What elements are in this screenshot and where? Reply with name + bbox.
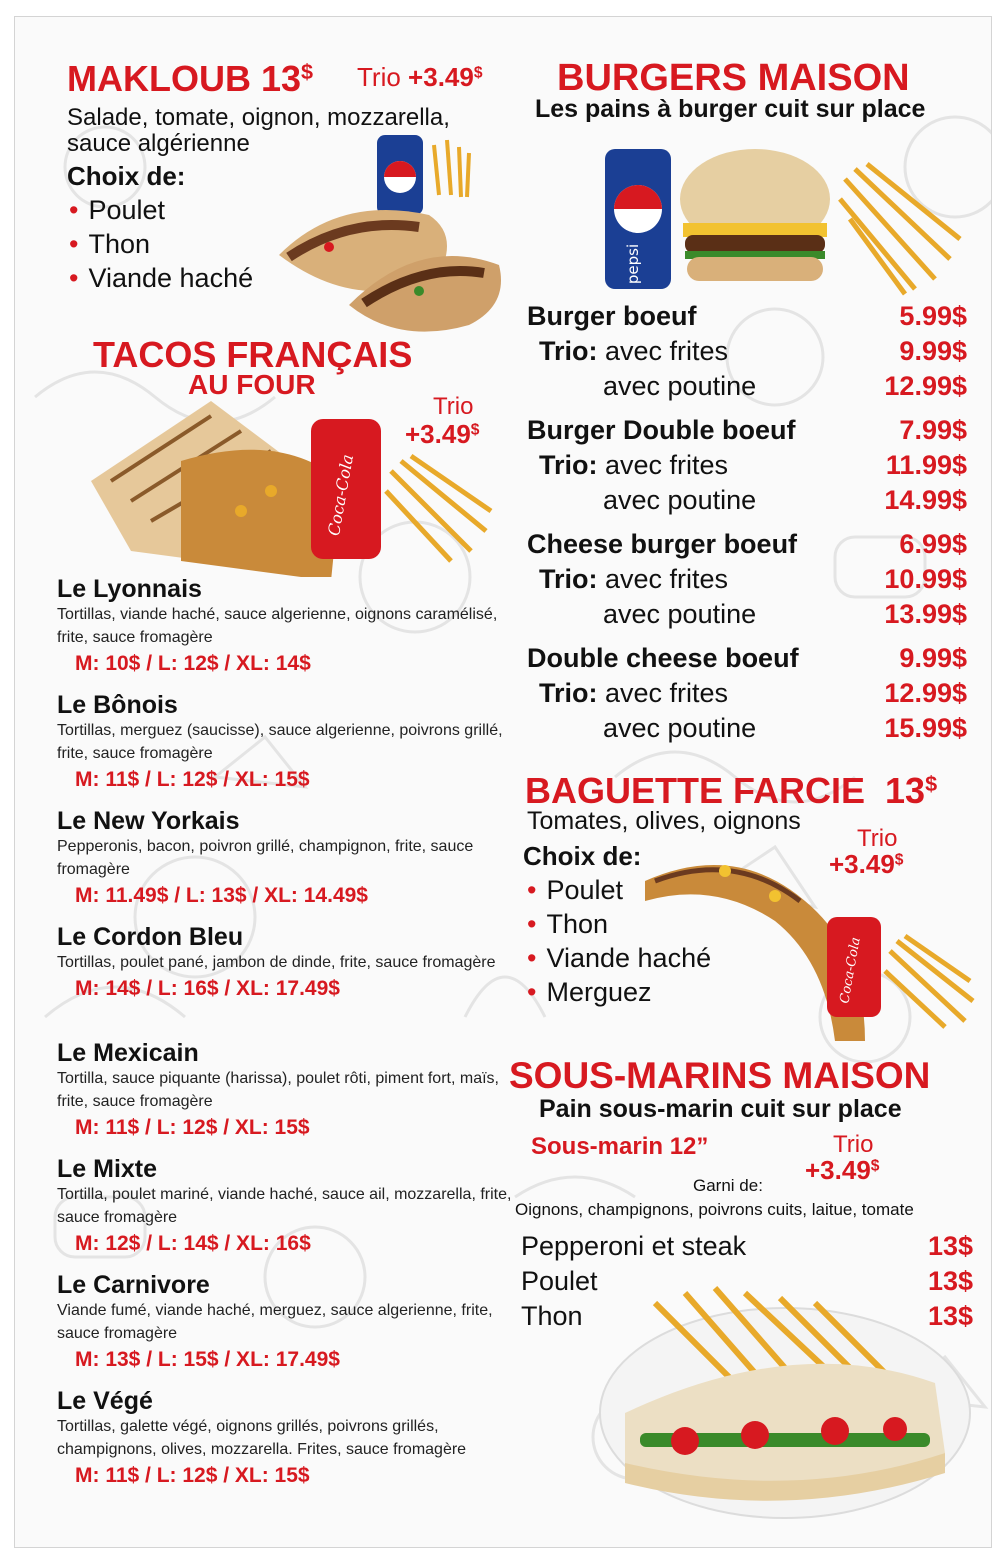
burger-item bbox=[527, 641, 967, 675]
menu-page bbox=[14, 16, 992, 1548]
burger-name: Cheese burger boeuf bbox=[527, 529, 798, 559]
makloub-description: Salade, tomate, oignon, mozzarella, sauce algérienne bbox=[67, 104, 450, 157]
makloub-choix-label: Choix de: bbox=[67, 161, 186, 191]
makloub-choice: • Thon bbox=[69, 227, 253, 261]
burgers-subtitle: Les pains à burger cuit sur place bbox=[535, 95, 926, 123]
taco-name: Le Mixte bbox=[57, 1155, 158, 1183]
sousmarins-garni-label: Garni de: bbox=[693, 1176, 763, 1195]
frites-label: avec frites bbox=[605, 564, 729, 594]
trio-word: Trio: bbox=[539, 678, 598, 708]
baguette-title bbox=[525, 770, 938, 811]
poutine-price: 15.99$ bbox=[884, 713, 967, 743]
poutine-label: avec poutine bbox=[603, 599, 757, 629]
taco-prices: M: 11$ / L: 12$ / XL: 15$ bbox=[75, 768, 310, 791]
poutine-label: avec poutine bbox=[603, 713, 757, 743]
frites-label: avec frites bbox=[605, 450, 729, 480]
tacos-trio-label: Trio bbox=[433, 393, 474, 420]
makloub-choice: • Poulet bbox=[69, 193, 253, 227]
burger-trio-frites bbox=[527, 562, 967, 596]
burger-item bbox=[527, 299, 967, 333]
baguette-trio-price: +3.49$ bbox=[829, 849, 904, 879]
burger-price: 5.99$ bbox=[899, 301, 967, 331]
tacos-trio-price: +3.49$ bbox=[405, 419, 480, 449]
sousmarin-name: Poulet bbox=[521, 1266, 598, 1296]
makloub-trio-label: Trio bbox=[357, 62, 401, 92]
makloub-name: MAKLOUB bbox=[67, 58, 251, 99]
makloub-title bbox=[67, 58, 314, 99]
burger-name: Double cheese boeuf bbox=[527, 643, 799, 673]
pepsi-logo-text: pepsi bbox=[624, 243, 642, 285]
taco-name: Le Cordon Bleu bbox=[57, 923, 244, 951]
tacos-photo bbox=[71, 401, 501, 577]
baguette-photo bbox=[635, 841, 975, 1041]
burger-price: 6.99$ bbox=[899, 529, 967, 559]
taco-prices: M: 11$ / L: 12$ / XL: 15$ bbox=[75, 1464, 310, 1487]
poutine-price: 13.99$ bbox=[884, 599, 967, 629]
poutine-label: avec poutine bbox=[603, 371, 757, 401]
burger-photo bbox=[605, 139, 965, 309]
burger-trio-poutine bbox=[527, 711, 967, 745]
taco-description: Tortilla, sauce piquante (harissa), poulet rôti, piment fort, maïs, frite, sauce fromagère bbox=[57, 1070, 499, 1110]
frites-price: 10.99$ bbox=[884, 564, 967, 594]
taco-description: Tortillas, poulet pané, jambon de dinde, frite, sauce fromagère bbox=[57, 954, 496, 971]
tacos-title: TACOS FRANÇAIS bbox=[93, 334, 413, 375]
burger-name: Burger boeuf bbox=[527, 301, 697, 331]
sousmarins-title: SOUS-MARINS MAISON bbox=[509, 1055, 931, 1096]
coke-logo-text: Coca-Cola bbox=[837, 936, 864, 1005]
baguette-choice: • Poulet bbox=[527, 873, 711, 907]
makloub-price: 13$ bbox=[261, 58, 314, 99]
baguette-choice: • Merguez bbox=[527, 975, 711, 1009]
sousmarins-garni-text: Oignons, champignons, poivrons cuits, laitue, tomate bbox=[515, 1200, 914, 1219]
taco-name: Le Bônois bbox=[57, 691, 178, 719]
burger-price: 9.99$ bbox=[899, 643, 967, 673]
frites-label: avec frites bbox=[605, 678, 729, 708]
sousmarin-price: 13$ bbox=[927, 1231, 973, 1261]
burger-trio-poutine bbox=[527, 369, 967, 403]
taco-name: Le New Yorkais bbox=[57, 807, 240, 835]
sousmarin-name: Pepperoni et steak bbox=[521, 1231, 747, 1261]
taco-prices: M: 14$ / L: 16$ / XL: 17.49$ bbox=[75, 977, 340, 1000]
taco-item bbox=[57, 575, 537, 691]
makloub-trio bbox=[357, 64, 483, 90]
tacos-subtitle: AU FOUR bbox=[188, 369, 316, 400]
trio-word: Trio: bbox=[539, 336, 598, 366]
taco-description: Viande fumé, viande haché, merguez, sauce algerienne, frite, sauce fromagère bbox=[57, 1302, 493, 1342]
baguette-name: BAGUETTE FARCIE bbox=[525, 770, 866, 811]
taco-description: Tortillas, galette végé, oignons grillés, poivrons grillés, champignons, olives, mozzarella. Frites, sauce fromagère bbox=[57, 1418, 467, 1458]
sousmarins-size-label: Sous-marin 12” bbox=[531, 1133, 709, 1160]
sousmarin-price: 13$ bbox=[927, 1301, 973, 1331]
burgers-list bbox=[527, 299, 967, 743]
taco-prices: M: 12$ / L: 14$ / XL: 16$ bbox=[75, 1232, 311, 1255]
poutine-label: avec poutine bbox=[603, 485, 757, 515]
burger-trio-poutine bbox=[527, 597, 967, 631]
burgers-title: BURGERS MAISON bbox=[557, 57, 910, 99]
sousmarins-subtitle: Pain sous-marin cuit sur place bbox=[539, 1095, 902, 1123]
frites-price: 9.99$ bbox=[899, 336, 967, 366]
baguette-trio-label: Trio bbox=[857, 825, 898, 852]
baguette-choice: • Thon bbox=[527, 907, 711, 941]
taco-prices: M: 11$ / L: 12$ / XL: 15$ bbox=[75, 1116, 310, 1139]
taco-item bbox=[57, 923, 537, 1039]
taco-name: Le Lyonnais bbox=[57, 575, 202, 603]
taco-item bbox=[57, 1039, 537, 1155]
sousmarin-price: 13$ bbox=[927, 1266, 973, 1296]
taco-description: Tortillas, merguez (saucisse), sauce algerienne, poivrons grillé, frite, sauce fromagère bbox=[57, 722, 503, 762]
baguette-choice: • Viande haché bbox=[527, 941, 711, 975]
taco-name: Le Carnivore bbox=[57, 1271, 210, 1299]
trio-word: Trio: bbox=[539, 450, 598, 480]
sousmarin-photo bbox=[595, 1273, 975, 1523]
burger-name: Burger Double boeuf bbox=[527, 415, 796, 445]
taco-prices: M: 11.49$ / L: 13$ / XL: 14.49$ bbox=[75, 884, 368, 907]
makloub-choices bbox=[69, 193, 253, 295]
taco-name: Le Mexicain bbox=[57, 1039, 199, 1067]
sousmarins-trio-price: +3.49$ bbox=[805, 1155, 880, 1185]
taco-item bbox=[57, 807, 537, 923]
taco-item bbox=[57, 1155, 537, 1271]
coke-logo-text: Coca-Cola bbox=[324, 452, 358, 538]
poutine-price: 12.99$ bbox=[884, 371, 967, 401]
taco-description: Tortillas, viande haché, sauce algerienne, oignons caramélisé, frite, sauce fromagère bbox=[57, 606, 498, 646]
taco-description: Pepperonis, bacon, poivron grillé, champignon, frite, sauce fromagère bbox=[57, 838, 474, 878]
taco-item bbox=[57, 1271, 537, 1387]
taco-description: Tortilla, poulet mariné, viande haché, sauce ail, mozzarella, frite, sauce fromagère bbox=[57, 1186, 512, 1226]
sousmarins-trio-label: Trio bbox=[833, 1131, 874, 1158]
burger-trio-frites bbox=[527, 448, 967, 482]
taco-item bbox=[57, 691, 537, 807]
burger-price: 7.99$ bbox=[899, 415, 967, 445]
frites-label: avec frites bbox=[605, 336, 729, 366]
frites-price: 11.99$ bbox=[885, 450, 967, 480]
baguette-description: Tomates, olives, oignons bbox=[527, 807, 801, 835]
poutine-price: 14.99$ bbox=[884, 485, 967, 515]
tacos-list bbox=[57, 575, 537, 1503]
baguette-price: 13$ bbox=[885, 770, 938, 811]
makloub-trio-price: +3.49$ bbox=[408, 62, 483, 92]
burger-trio-poutine bbox=[527, 483, 967, 517]
burger-item bbox=[527, 527, 967, 561]
makloub-photo bbox=[269, 125, 509, 335]
makloub-choice: • Viande haché bbox=[69, 261, 253, 295]
burger-item bbox=[527, 413, 967, 447]
taco-name: Le Végé bbox=[57, 1387, 153, 1415]
burger-trio-frites bbox=[527, 676, 967, 710]
burger-trio-frites bbox=[527, 334, 967, 368]
baguette-choix-label: Choix de: bbox=[523, 841, 642, 871]
trio-word: Trio: bbox=[539, 564, 598, 594]
frites-price: 12.99$ bbox=[884, 678, 967, 708]
taco-prices: M: 13$ / L: 15$ / XL: 17.49$ bbox=[75, 1348, 340, 1371]
taco-item bbox=[57, 1387, 537, 1503]
sousmarin-item bbox=[521, 1229, 973, 1263]
taco-prices: M: 10$ / L: 12$ / XL: 14$ bbox=[75, 652, 311, 675]
sousmarin-name: Thon bbox=[521, 1301, 583, 1331]
